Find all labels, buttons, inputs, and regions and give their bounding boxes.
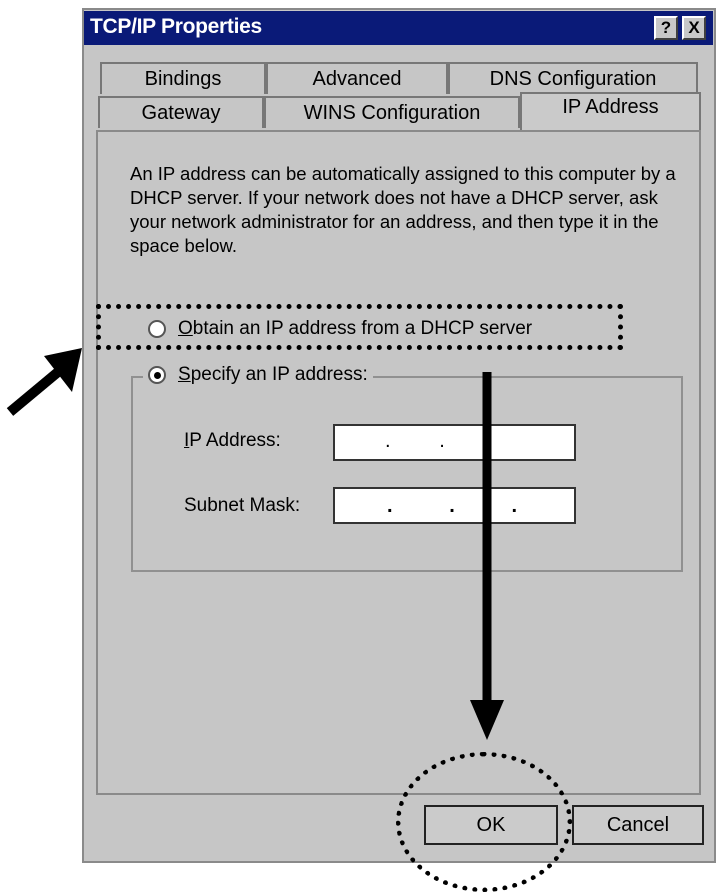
diagonal-arrow-icon — [10, 348, 82, 412]
cancel-button[interactable]: Cancel — [572, 805, 704, 845]
down-arrow-icon — [470, 372, 504, 740]
subnet-mask-label: Subnet Mask: — [184, 495, 301, 516]
close-button[interactable]: X — [682, 16, 706, 40]
ok-button[interactable]: OK — [424, 805, 558, 845]
option-specify-label[interactable]: Specify an IP address: — [178, 364, 368, 385]
tab-gateway[interactable]: Gateway — [98, 96, 264, 128]
option-dhcp-label[interactable]: Obtain an IP address from a DHCP server — [178, 318, 533, 339]
ip-address-value: . . — [385, 430, 453, 452]
window-title: TCP/IP Properties — [90, 15, 262, 38]
tab-wins-configuration[interactable]: WINS Configuration — [264, 96, 520, 128]
tab-ip-address[interactable]: IP Address — [520, 92, 701, 130]
tab-dns-configuration[interactable]: DNS Configuration — [448, 62, 698, 94]
tab-advanced[interactable]: Advanced — [266, 62, 448, 94]
help-button[interactable]: ? — [654, 16, 678, 40]
ip-address-label: IP Address: — [184, 430, 281, 451]
dhcp-description: An IP address can be automatically assigned to this computer by a DHCP server. If your network does not have a DHCP server, ask your network administrator for an address, and then type it in the space below. — [130, 163, 676, 256]
tab-bindings[interactable]: Bindings — [100, 62, 266, 94]
subnet-mask-value: . . . — [387, 495, 528, 517]
